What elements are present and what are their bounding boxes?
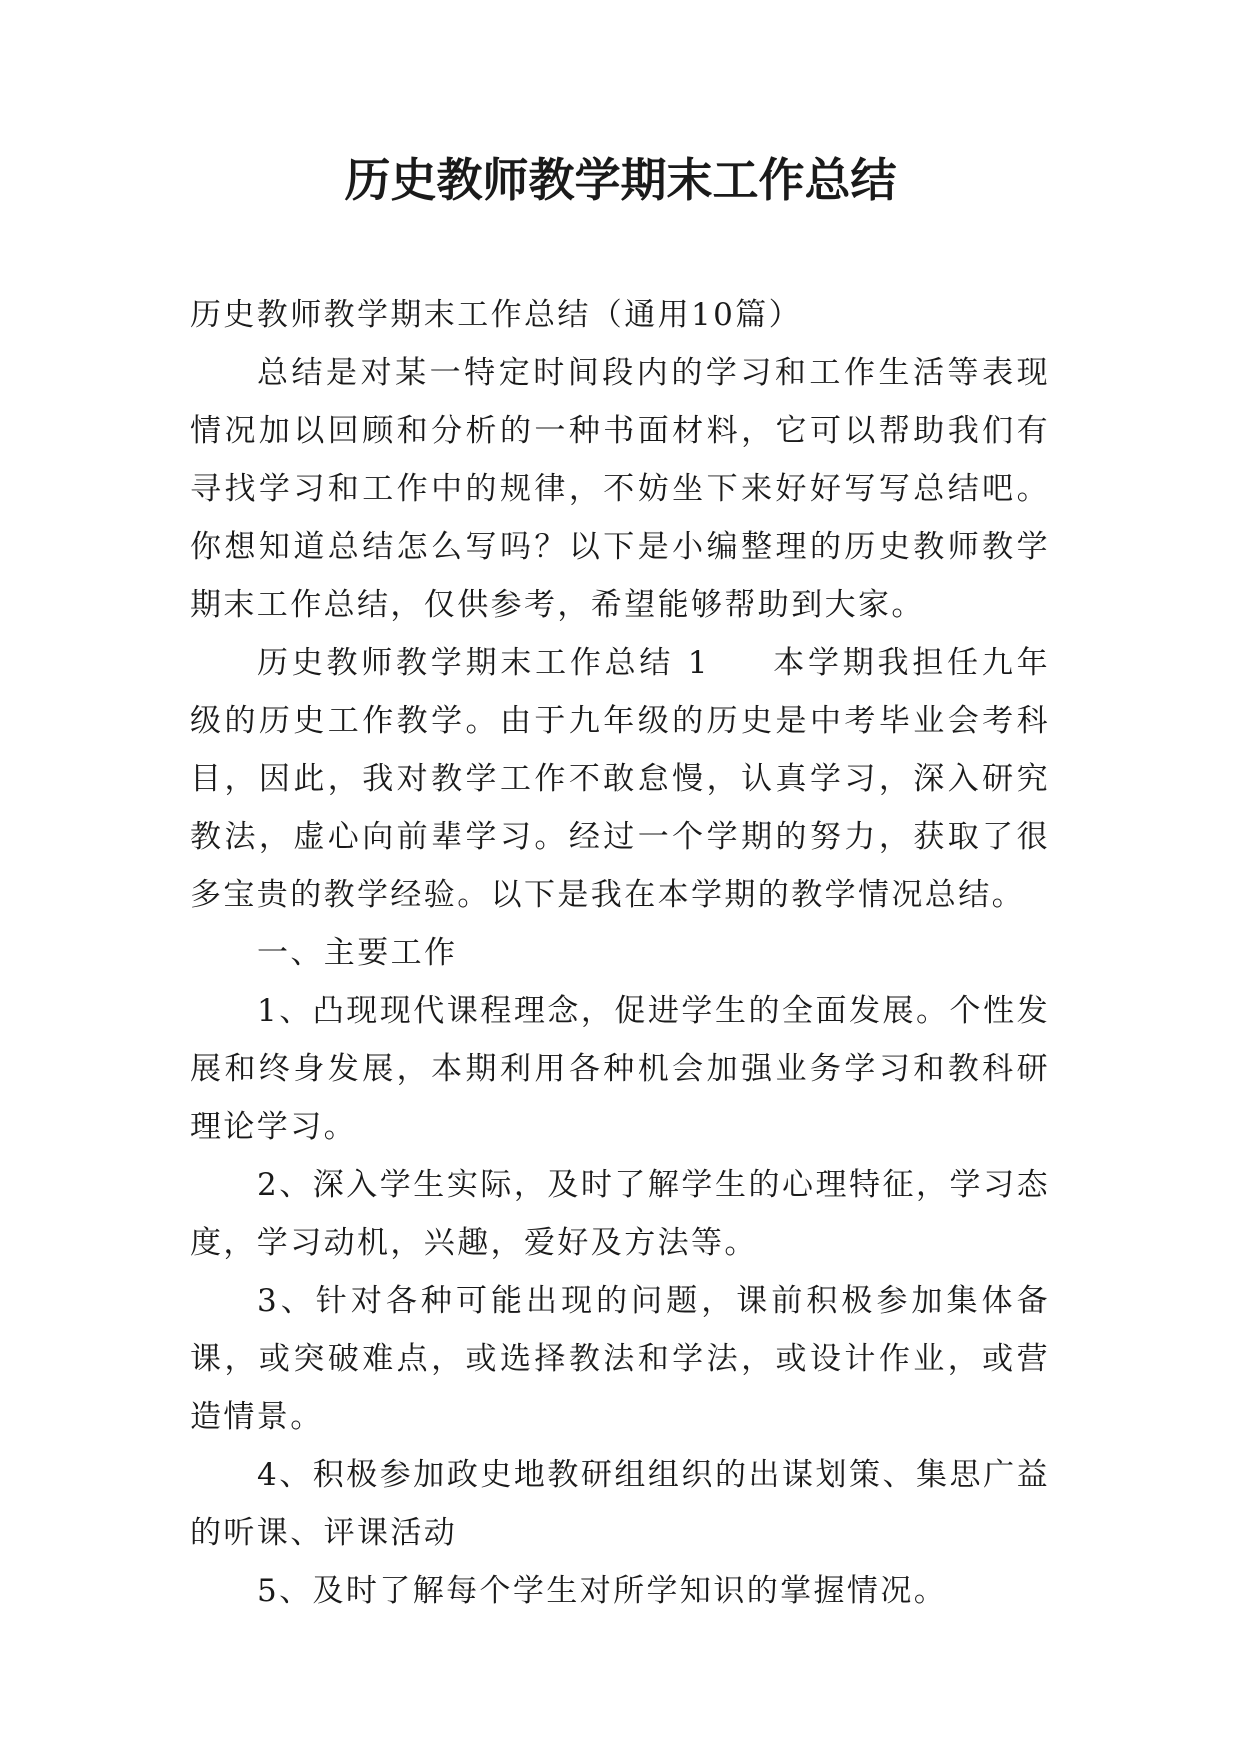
- document-subtitle: 历史教师教学期末工作总结（通用10篇）: [190, 297, 803, 333]
- intro-paragraph: 总结是对某一特定时间段内的学习和工作生活等表现情况加以回顾和分析的一种书面材料，它可以帮助我们有寻找学习和工作中的规律，不妨坐下来好好写写总结吧。你想知道总结怎么写吗？以下是小编整理的历史教师教学期末工作总结，仅供参考，希望能够帮助到大家。: [190, 355, 1050, 623]
- list-item-1: 1、凸现现代课程理念，促进学生的全面发展。个性发展和终身发展，本期利用各种机会加强业务学习和教科研理论学习。: [190, 993, 1050, 1145]
- list-item-2: 2、深入学生实际，及时了解学生的心理特征，学习态度，学习动机，兴趣，爱好及方法等。: [190, 1167, 1050, 1261]
- document-body: [190, 286, 1050, 1620]
- list-item-3: 3、针对各种可能出现的问题，课前积极参加集体备课，或突破难点，或选择教法和学法，或设计作业，或营造情景。: [190, 1283, 1050, 1435]
- document-title: 历史教师教学期末工作总结: [344, 153, 897, 207]
- section-1-text: 本学期我担任九年级的历史工作教学。由于九年级的历史是中考毕业会考科目，因此，我对教学工作不敢怠慢，认真学习，深入研究教法，虚心向前辈学习。经过一个学期的努力，获取了很多宝贵的教学经验。以下是我在本学期的教学情况总结。: [190, 645, 1050, 913]
- list-item-4: 4、积极参加政史地教研组组织的出谋划策、集思广益的听课、评课活动: [190, 1457, 1050, 1551]
- section-1-heading: 历史教师教学期末工作总结 1: [257, 645, 710, 681]
- list-item-5: 5、及时了解每个学生对所学知识的掌握情况。: [257, 1573, 948, 1609]
- part-1-heading: 一、主要工作: [257, 935, 458, 971]
- section-1-paragraph: [190, 634, 1050, 924]
